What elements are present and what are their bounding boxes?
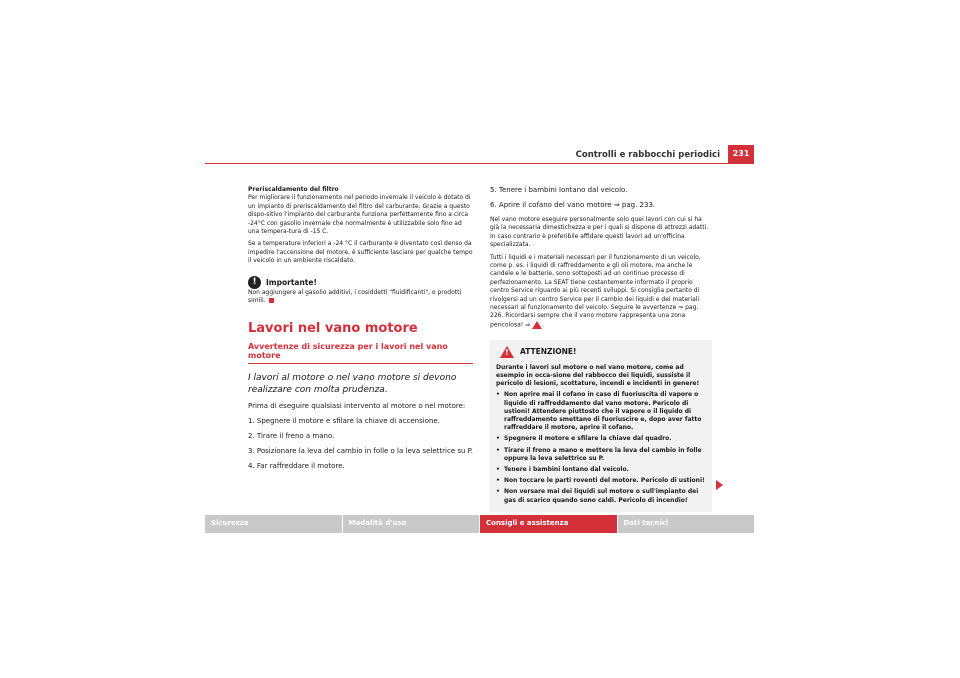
preheat-paragraph-2: Se a temperature inferiori a -24 °C il carburante è diventato così denso da impedire l'accensione del motore, è sufficiente lasciare per qualche tempo il veicolo in un ambiente riscaldato. (248, 240, 473, 265)
continue-arrow-icon (716, 480, 723, 490)
right-column (490, 186, 712, 512)
step-item: 3. Posizionare la leva del cambio in folle o la leva selettrice su P. (248, 447, 473, 456)
bullet-dot-icon: • (496, 466, 500, 474)
end-square-icon (269, 298, 274, 303)
warning-bullet: • Spegnere il motore e sfilare la chiave dal quadro. (496, 435, 672, 443)
important-note-heading (248, 276, 473, 289)
preheat-paragraph-1: Per migliorare il funzionamento nel periodo invernale il veicolo è dotato di un impianto di preriscaldamento del filtro del carburante. Grazie a questo dispo-sitivo l'impianto del carburante funziona perfettamente fino a circa -24°C con gasolio invernale che normalmente è utilizzabile solo fino ad una tempera-tura di -15 C. (248, 194, 471, 236)
intro-text: Prima di eseguire qualsiasi intervento al motore o nel motore: (248, 402, 466, 411)
warning-bullet: • Non versare mai dei liquidi sul motore o sull'impianto dei gas di scarico quando sono caldi. Pericolo di incendio! (496, 488, 699, 504)
warning-intro: Durante i lavori sul motore o nel vano motore, come ad esempio in occa-sione del rabbocco dei liquidi, sussiste il pericolo di lesioni, scottature, incendi e incidenti in genere! (496, 363, 700, 388)
preheat-title: Preriscaldamento del filtro (248, 186, 339, 193)
tab-dati-tecnici[interactable]: Dati tecnici (618, 515, 755, 533)
warning-heading (496, 346, 706, 358)
section-title: Lavori nel vano motore (248, 321, 418, 337)
bullet-dot-icon: • (496, 391, 500, 399)
header-rule (205, 163, 754, 164)
warning-bullet: • Tenere i bambini lontano dal veicolo. (496, 466, 629, 474)
step-item: 4. Far raffreddare il motore. (248, 462, 345, 471)
step-item: 2. Tirare il freno a mano. (248, 432, 335, 441)
step-item: 1. Spegnere il motore e sfilare la chiave di accensione. (248, 417, 440, 426)
bullet-dot-icon: • (496, 488, 500, 496)
bullet-dot-icon: • (496, 477, 500, 485)
running-header: Controlli e rabbocchi periodici (575, 150, 720, 160)
lead-text: I lavori al motore o nel vano motore si devono realizzare con molta prudenza. (248, 373, 457, 396)
bullet-dot-icon: • (496, 446, 500, 454)
tab-consigli-assistenza[interactable]: Consigli e assistenza (480, 515, 617, 533)
warning-bullet: • Non toccare le parti roventi del motore. Pericolo di ustioni! (496, 477, 705, 485)
warning-bullet: • Non aprire mai il cofano in caso di fuoriuscita di vapore o liquido di raffreddamento dal vano motore. Pericolo di ustioni! Attendere piuttosto che il vapore o il liquido di raffreddamento smettano di fuoriuscire e, dopo aver fatto raffreddare il motore, aprire il cofano. (496, 391, 702, 432)
step-item: 6. Aprire il cofano del vano motore ⇒ pag. 233. (490, 201, 656, 209)
tab-modalita-uso[interactable]: Modalità d'uso (343, 515, 480, 533)
left-column (248, 186, 473, 477)
bullet-dot-icon: • (496, 435, 500, 443)
footer-nav (205, 515, 754, 533)
paragraph-2: Tutti i liquidi e i materiali necessari per il funzionamento di un veicolo, come p. es. i liquidi di raffreddamento e gli oli motore, ma anche le candele e le batterie, sono sottoposti ad un continuo processo di perfezionamento. La SEAT tiene costantemente informato il proprio centro Service riguardo ai più recenti sviluppi. Si consiglia pertanto di rivolgersi ad un centro Service per il cambio dei liquidi e dei materiali necessari al funzionamento del veicolo. Seguire le avvertenze ⇒ pag. 226. Ricordarsi sempre che il vano motore rappresenta una zona pericolosa! ⇒ . (490, 253, 701, 329)
tab-sicurezza[interactable]: Sicurezza (205, 515, 342, 533)
warning-triangle-icon: ! (500, 346, 514, 358)
important-label: Importante! (266, 277, 317, 287)
page-number: 231 (728, 145, 754, 163)
paragraph-1: Nel vano motore eseguire personalmente solo quei lavori con cui si ha già la necessaria dimestichezza e per i quali si dispone di attrezzi adatti. In caso contrario è preferibile affidare questi lavori ad un'officina specializzata. (490, 216, 709, 249)
step-item: 5. Tenere i bambini lontano dal veicolo. (490, 186, 628, 194)
warning-box (490, 340, 712, 512)
warning-title: ATTENZIONE! (520, 347, 577, 357)
important-exclamation-icon: ! (248, 276, 261, 289)
subsection-title: Avvertenze di sicurezza per i lavori nel vano motore (248, 342, 473, 364)
warning-bullet: • Tirare il freno a mano e mettere la leva del cambio in folle oppure la leva selettrice su P. (496, 446, 702, 462)
warning-triangle-icon (532, 321, 542, 329)
important-note-text: Non aggiungere al gasolio additivi, i cosiddetti "fluidificanti", o prodotti simili. (248, 288, 462, 305)
